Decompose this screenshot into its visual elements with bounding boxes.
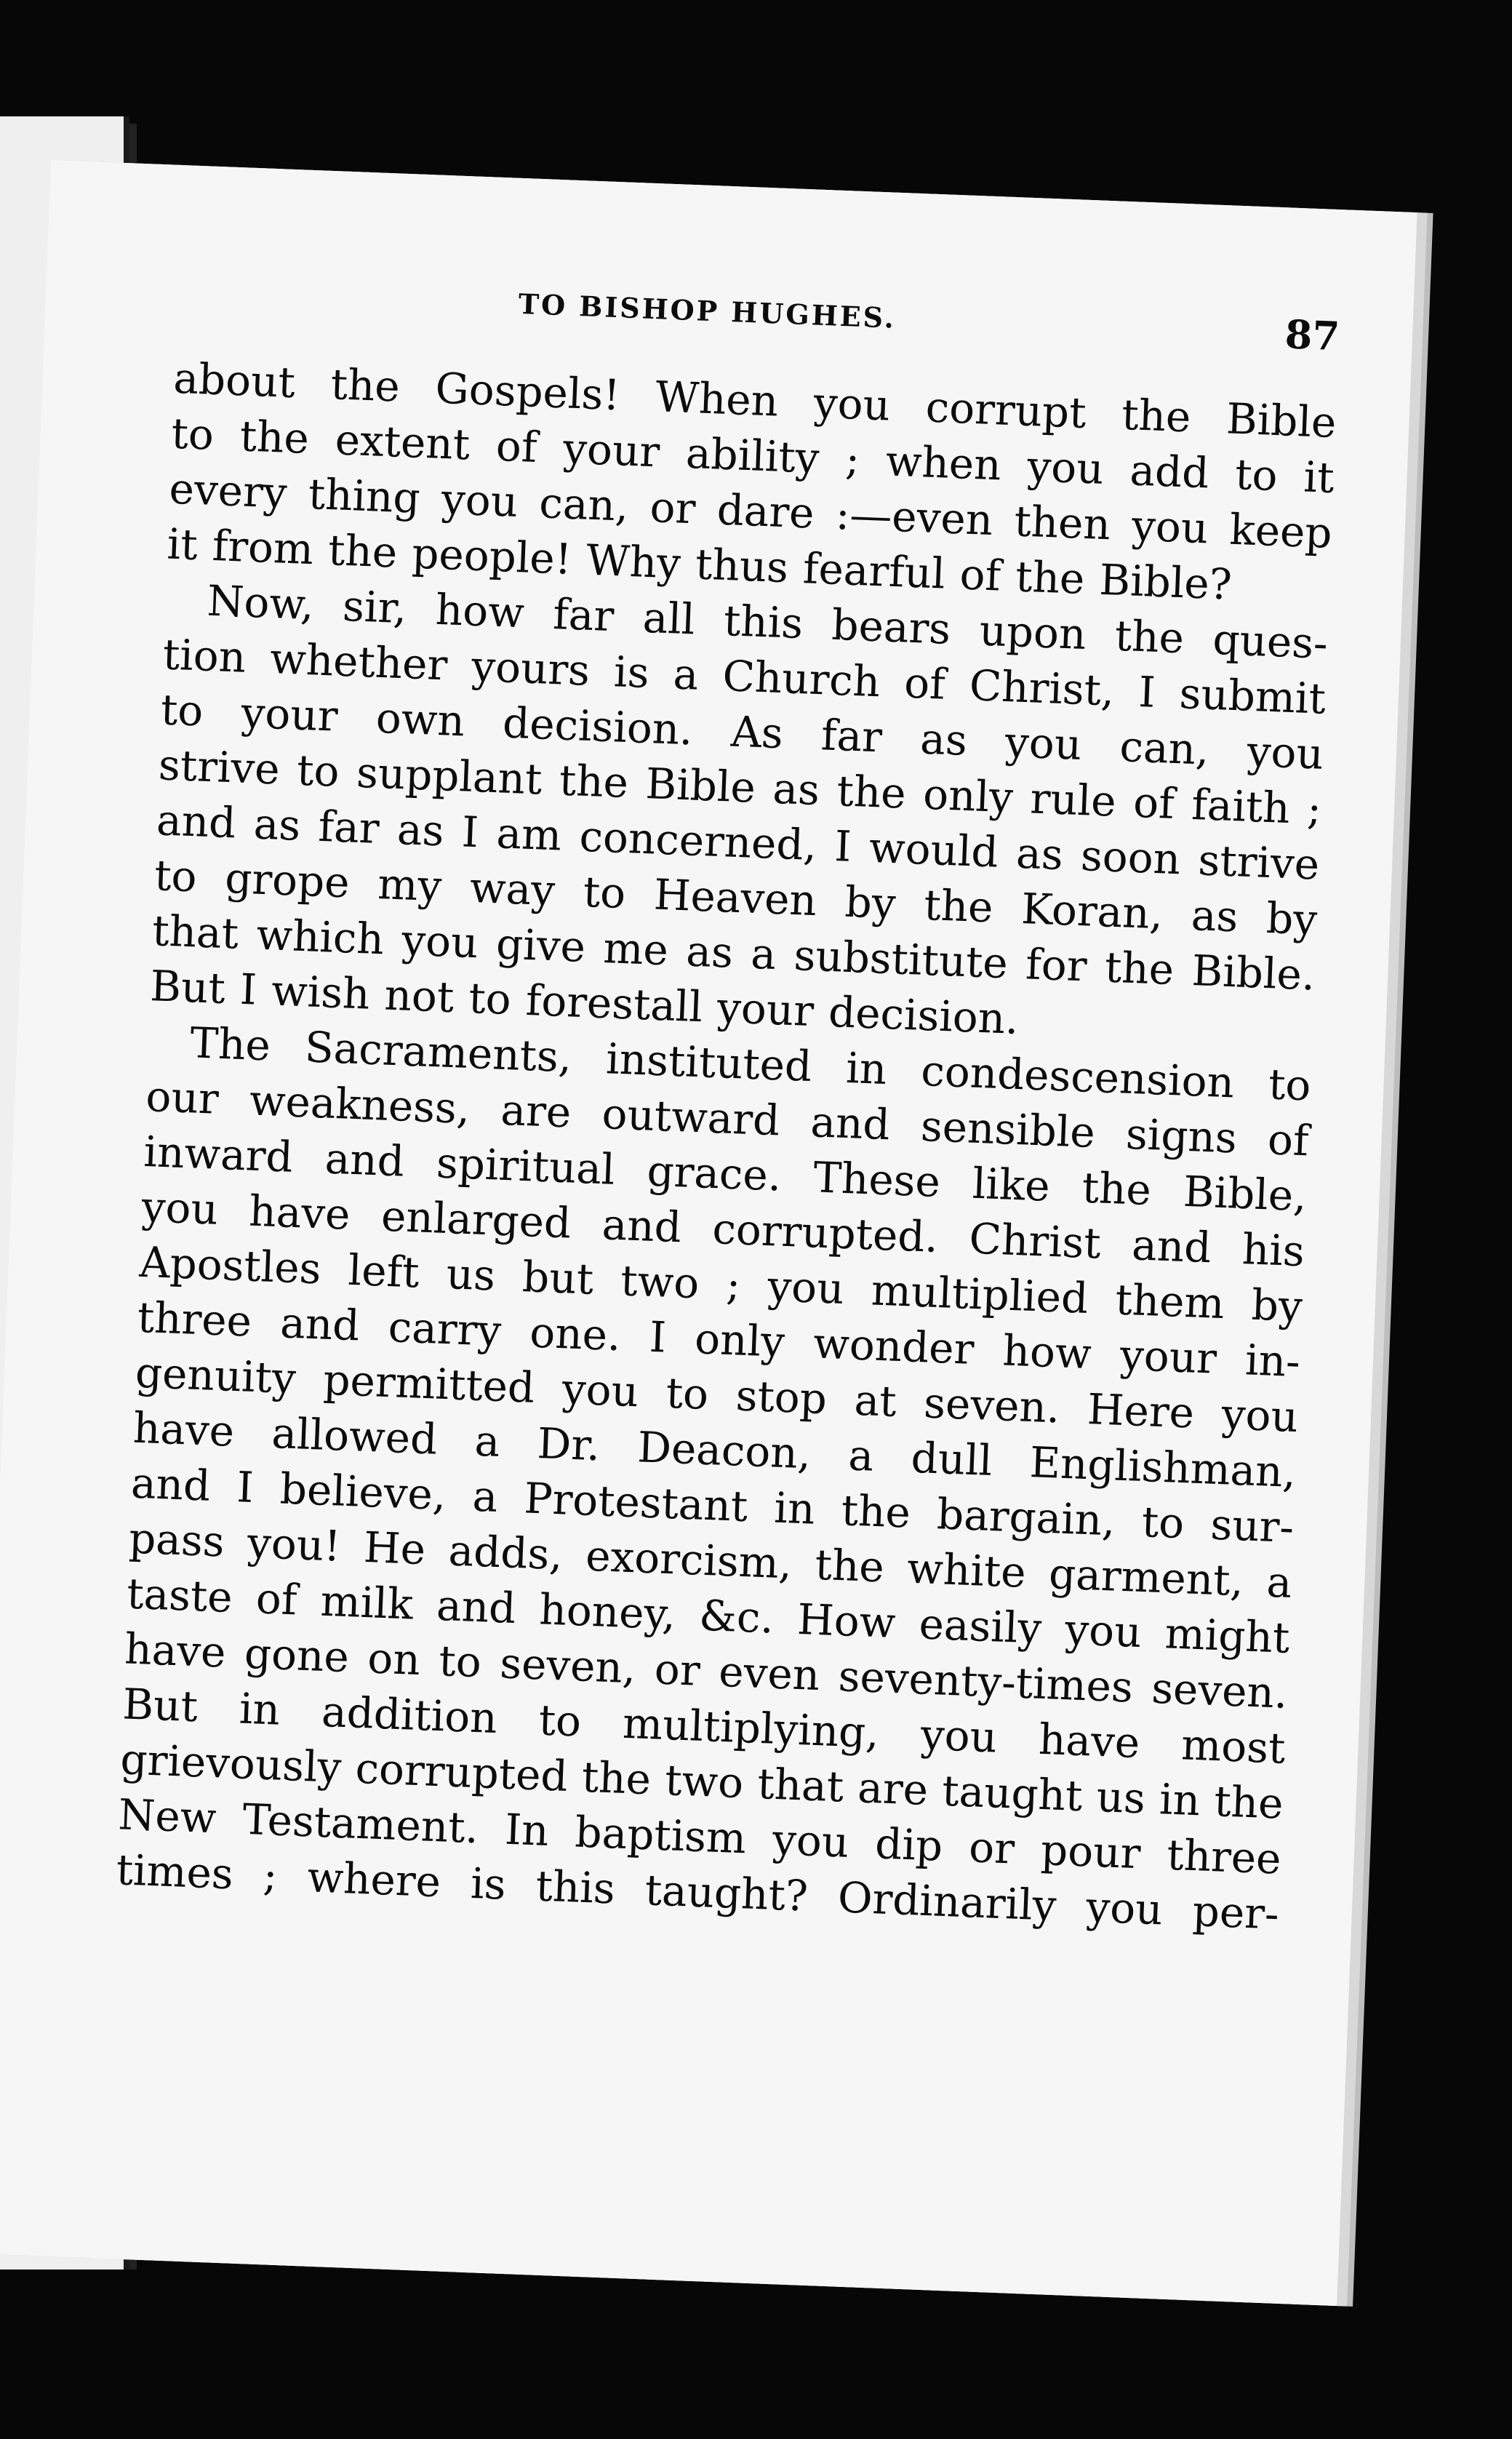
word: two bbox=[664, 1755, 745, 1808]
word: tion bbox=[161, 629, 247, 682]
word: :—even bbox=[834, 489, 994, 546]
word: have bbox=[124, 1624, 227, 1677]
word: am bbox=[495, 808, 563, 861]
word: instituted bbox=[605, 1034, 813, 1092]
word: corrupted bbox=[354, 1743, 569, 1801]
word: every bbox=[168, 463, 288, 518]
word: I bbox=[1137, 666, 1156, 717]
word: of bbox=[1132, 777, 1175, 829]
word: sensible bbox=[919, 1101, 1097, 1158]
word: allowed bbox=[271, 1408, 439, 1464]
word: you bbox=[440, 474, 519, 527]
word: But bbox=[149, 961, 227, 1014]
word: inward bbox=[143, 1126, 294, 1182]
word: have bbox=[248, 1186, 351, 1240]
word: you bbox=[401, 915, 479, 968]
word: you! bbox=[246, 1517, 342, 1571]
word: for bbox=[1025, 939, 1088, 991]
word: you bbox=[140, 1181, 220, 1234]
word: you bbox=[1246, 726, 1325, 779]
word: or bbox=[649, 482, 697, 534]
word: give bbox=[495, 919, 587, 972]
word: to bbox=[1267, 1059, 1312, 1111]
word: exorcism, bbox=[585, 1530, 793, 1589]
word: substitute bbox=[793, 930, 1009, 989]
word: When bbox=[655, 372, 780, 426]
word: multiplied bbox=[870, 1265, 1089, 1323]
word: bargain, bbox=[935, 1489, 1116, 1546]
word: faith bbox=[1191, 779, 1291, 834]
word: Apostles bbox=[138, 1237, 322, 1294]
word: strive bbox=[157, 740, 281, 794]
word: and bbox=[601, 1199, 683, 1253]
word: New bbox=[117, 1789, 217, 1843]
word: I bbox=[460, 807, 480, 858]
word: the bbox=[840, 1485, 912, 1538]
word: to bbox=[159, 684, 204, 736]
word: weakness, bbox=[248, 1075, 471, 1134]
word: strive bbox=[1197, 835, 1321, 890]
word: rule bbox=[1029, 773, 1117, 826]
word: in bbox=[1158, 1774, 1201, 1826]
word: you bbox=[1085, 1882, 1164, 1935]
word: I bbox=[648, 1312, 668, 1362]
word: and bbox=[1131, 1220, 1212, 1273]
word: dull bbox=[910, 1432, 993, 1485]
word: far bbox=[820, 710, 884, 762]
word: way bbox=[468, 862, 556, 916]
word: your bbox=[1119, 1330, 1218, 1384]
word: Sacraments, bbox=[303, 1022, 573, 1082]
word: by bbox=[844, 877, 897, 929]
word: spiritual bbox=[435, 1138, 616, 1194]
word: and bbox=[129, 1458, 212, 1511]
word: a bbox=[847, 1430, 875, 1481]
word: corrupted. bbox=[711, 1204, 940, 1262]
word: sur- bbox=[1209, 1499, 1295, 1552]
word: about bbox=[172, 353, 297, 408]
word: enlarged bbox=[380, 1191, 572, 1248]
word: us bbox=[445, 1249, 497, 1301]
word: upon bbox=[978, 605, 1087, 660]
word: far bbox=[317, 801, 380, 853]
word: our bbox=[145, 1071, 220, 1124]
word: I bbox=[236, 1462, 255, 1513]
word: genuity bbox=[134, 1347, 297, 1404]
word: fearful bbox=[801, 543, 946, 599]
word: sir, bbox=[342, 580, 408, 634]
word: in bbox=[773, 1482, 816, 1534]
word: wish bbox=[270, 965, 371, 1019]
word: Church bbox=[721, 651, 881, 707]
word: to bbox=[665, 1368, 710, 1419]
word: supplant bbox=[355, 747, 543, 805]
word: thing bbox=[307, 468, 421, 523]
word: only bbox=[922, 769, 1015, 823]
word: outward bbox=[601, 1089, 781, 1146]
word: as bbox=[396, 804, 445, 856]
word: extent bbox=[334, 415, 471, 470]
word: grope bbox=[224, 853, 351, 908]
word: Why bbox=[585, 535, 682, 588]
word: your bbox=[562, 423, 661, 477]
word: your bbox=[716, 983, 815, 1037]
word: how bbox=[1001, 1325, 1092, 1379]
word: the bbox=[1015, 551, 1086, 604]
word: taught? bbox=[644, 1865, 809, 1921]
word: a bbox=[750, 928, 777, 980]
word: taught bbox=[941, 1765, 1084, 1821]
word: addition bbox=[320, 1686, 498, 1744]
running-head-title: TO BISHOP HUGHES. bbox=[518, 287, 897, 335]
word: at bbox=[853, 1375, 897, 1426]
word: ; bbox=[844, 434, 861, 484]
word: you bbox=[1220, 1389, 1300, 1442]
word: In bbox=[503, 1804, 550, 1856]
word: which bbox=[255, 909, 385, 965]
word: the bbox=[1213, 1776, 1284, 1829]
word: These bbox=[812, 1152, 942, 1207]
word: on bbox=[367, 1633, 422, 1685]
word: to bbox=[468, 973, 513, 1025]
word: by bbox=[1265, 893, 1319, 945]
word: that bbox=[756, 1758, 845, 1812]
word: them bbox=[1114, 1274, 1225, 1329]
word: ques- bbox=[1212, 614, 1329, 668]
word: baptism bbox=[574, 1807, 748, 1864]
word: the bbox=[329, 359, 401, 412]
word: corrupt bbox=[924, 382, 1087, 438]
word: you bbox=[561, 1364, 640, 1417]
word: carry bbox=[387, 1302, 503, 1356]
word: decision. bbox=[827, 986, 1020, 1044]
word: a bbox=[471, 1471, 499, 1522]
word: Koran, bbox=[1020, 884, 1164, 939]
word: easily bbox=[918, 1599, 1043, 1653]
word: to bbox=[153, 850, 198, 902]
word: in bbox=[238, 1683, 281, 1735]
word: concerned, bbox=[578, 811, 818, 871]
word: the bbox=[580, 1752, 652, 1805]
word: yours bbox=[471, 641, 591, 695]
word: ; bbox=[1306, 783, 1323, 834]
word: ability bbox=[684, 428, 820, 483]
word: you bbox=[1004, 716, 1083, 770]
word: dare bbox=[716, 484, 815, 538]
word: in- bbox=[1244, 1335, 1302, 1387]
word: stop bbox=[735, 1370, 828, 1424]
word: the bbox=[558, 755, 630, 808]
word: how bbox=[434, 584, 526, 638]
word: a bbox=[672, 649, 700, 700]
body-text bbox=[115, 351, 1337, 1942]
word: three bbox=[1166, 1829, 1282, 1884]
word: two bbox=[620, 1256, 700, 1309]
word: and bbox=[324, 1133, 406, 1186]
word: ; bbox=[725, 1259, 742, 1310]
word: as bbox=[919, 714, 969, 765]
word: have bbox=[1037, 1714, 1141, 1768]
word: you bbox=[1130, 500, 1209, 554]
word: permitted bbox=[322, 1354, 536, 1413]
word: as bbox=[1190, 890, 1239, 942]
word: Heaven bbox=[652, 869, 818, 926]
word: of bbox=[959, 549, 1002, 601]
word: as bbox=[685, 926, 735, 978]
word: you bbox=[919, 1709, 999, 1763]
word: that bbox=[151, 906, 240, 959]
word: and bbox=[279, 1298, 361, 1351]
word: pour bbox=[1039, 1824, 1142, 1879]
word: own bbox=[375, 692, 466, 746]
word: to bbox=[296, 745, 340, 797]
word: Bible. bbox=[1191, 946, 1316, 1000]
word: Dr. bbox=[536, 1418, 601, 1471]
word: whether bbox=[269, 634, 449, 690]
word: Here bbox=[1086, 1384, 1196, 1438]
word: The bbox=[189, 1018, 272, 1071]
word: the bbox=[836, 766, 907, 818]
word: believe, bbox=[279, 1464, 447, 1520]
word: keep bbox=[1228, 504, 1333, 558]
word: are bbox=[500, 1085, 572, 1138]
word: How bbox=[796, 1594, 897, 1648]
word: to bbox=[582, 866, 627, 919]
word: would bbox=[868, 822, 999, 877]
word: condescension bbox=[920, 1045, 1236, 1108]
word: a bbox=[1265, 1557, 1293, 1608]
word: seven, bbox=[499, 1638, 637, 1693]
word: to bbox=[537, 1695, 583, 1747]
word: you bbox=[767, 1261, 845, 1314]
word: garment, bbox=[1047, 1549, 1245, 1606]
word: where bbox=[306, 1852, 442, 1907]
word: can, bbox=[538, 478, 630, 531]
word: honey, bbox=[538, 1584, 677, 1640]
word: this bbox=[535, 1861, 616, 1914]
word: add bbox=[1129, 445, 1210, 498]
word: soon bbox=[1079, 831, 1182, 885]
word: the bbox=[1113, 610, 1185, 663]
word: times bbox=[115, 1845, 234, 1899]
word: can, bbox=[1119, 722, 1210, 775]
word: seven. bbox=[1151, 1663, 1289, 1718]
word: of bbox=[1266, 1114, 1310, 1166]
word: you bbox=[1064, 1605, 1143, 1658]
word: then bbox=[1013, 496, 1112, 550]
word: bears bbox=[831, 599, 952, 654]
word: this bbox=[722, 596, 804, 649]
word: it bbox=[166, 519, 199, 570]
word: grace. bbox=[646, 1146, 783, 1201]
word: Ordinarily bbox=[836, 1872, 1057, 1931]
word: you bbox=[1026, 441, 1105, 494]
word: signs bbox=[1124, 1109, 1238, 1163]
word: all bbox=[641, 592, 696, 644]
word: &c. bbox=[698, 1590, 775, 1643]
word: you bbox=[771, 1814, 850, 1867]
word: grievously bbox=[119, 1734, 343, 1792]
word: decision. bbox=[501, 698, 694, 755]
word: seventy-times bbox=[837, 1651, 1135, 1712]
word: far bbox=[552, 588, 615, 642]
word: by bbox=[1250, 1280, 1304, 1332]
word: But bbox=[121, 1679, 199, 1732]
word: forestall bbox=[524, 975, 704, 1032]
word: to bbox=[170, 408, 215, 460]
word: are bbox=[857, 1763, 929, 1815]
word: white bbox=[906, 1543, 1027, 1597]
word: like bbox=[971, 1158, 1051, 1211]
word: Testament. bbox=[241, 1794, 480, 1853]
word: your bbox=[240, 687, 339, 741]
word: thus bbox=[694, 539, 790, 593]
word: the bbox=[1081, 1162, 1153, 1215]
book-page bbox=[0, 160, 1417, 2306]
word: as bbox=[772, 763, 821, 815]
word: only bbox=[694, 1314, 786, 1367]
word: as bbox=[1015, 828, 1064, 880]
word: Bible? bbox=[1098, 554, 1233, 610]
word: is bbox=[612, 647, 650, 698]
word: wonder bbox=[812, 1318, 975, 1374]
word: taste bbox=[126, 1568, 233, 1623]
word: of bbox=[255, 1573, 298, 1625]
word: not bbox=[383, 970, 455, 1023]
word: milk bbox=[319, 1576, 415, 1629]
word: Englishman, bbox=[1028, 1437, 1297, 1498]
word: his bbox=[1241, 1224, 1305, 1277]
word: ; bbox=[262, 1850, 279, 1901]
word: Bible bbox=[644, 759, 757, 813]
word: you bbox=[812, 378, 892, 431]
word: Deacon, bbox=[636, 1422, 812, 1479]
word: Christ, bbox=[968, 660, 1116, 716]
word: left bbox=[347, 1245, 420, 1298]
word: have bbox=[132, 1402, 236, 1456]
word: multiplying, bbox=[621, 1698, 881, 1758]
word: As bbox=[729, 706, 785, 759]
word: Now, bbox=[206, 575, 315, 630]
word: per- bbox=[1191, 1886, 1280, 1939]
word: and bbox=[436, 1580, 517, 1633]
word: when bbox=[884, 436, 1002, 490]
word: of bbox=[495, 420, 538, 472]
word: to bbox=[438, 1636, 483, 1688]
word: or bbox=[968, 1822, 1016, 1874]
word: Gospels! bbox=[434, 363, 621, 420]
word: Christ bbox=[968, 1213, 1102, 1269]
word: I bbox=[833, 821, 852, 871]
word: submit bbox=[1178, 668, 1327, 724]
word: the bbox=[1103, 942, 1175, 995]
word: even bbox=[718, 1646, 821, 1701]
word: people! bbox=[411, 528, 573, 584]
word: most bbox=[1180, 1720, 1287, 1773]
word: three bbox=[136, 1292, 253, 1346]
word: or bbox=[653, 1644, 701, 1696]
word: might bbox=[1164, 1608, 1291, 1663]
word: Bible, bbox=[1182, 1166, 1308, 1221]
word: a bbox=[473, 1416, 501, 1466]
word: my bbox=[377, 859, 443, 911]
word: Protestant bbox=[523, 1473, 749, 1532]
word: gone bbox=[243, 1628, 351, 1682]
word: us bbox=[1095, 1771, 1147, 1824]
page-number: 87 bbox=[1284, 311, 1341, 360]
word: from bbox=[211, 520, 315, 575]
word: Bible bbox=[1225, 394, 1337, 448]
word: as bbox=[252, 799, 302, 850]
word: He bbox=[362, 1522, 427, 1575]
word: the bbox=[239, 411, 311, 463]
word: the bbox=[327, 525, 399, 578]
word: I bbox=[239, 964, 258, 1015]
word: me bbox=[602, 922, 670, 975]
word: pass bbox=[128, 1513, 225, 1567]
word: of bbox=[903, 658, 947, 709]
word: dip bbox=[874, 1819, 944, 1871]
word: seven. bbox=[923, 1378, 1061, 1433]
word: and bbox=[155, 795, 237, 848]
word: the bbox=[1121, 389, 1192, 442]
word: is bbox=[469, 1858, 507, 1909]
word: in bbox=[845, 1042, 888, 1095]
word: and bbox=[809, 1097, 891, 1150]
word: the bbox=[923, 879, 994, 933]
word: it bbox=[1303, 452, 1335, 503]
word: adds, bbox=[447, 1525, 564, 1580]
word: but bbox=[521, 1252, 595, 1304]
word: one. bbox=[529, 1307, 622, 1361]
word: to bbox=[1234, 449, 1279, 501]
word: the bbox=[814, 1539, 886, 1592]
word: to bbox=[1140, 1496, 1185, 1549]
